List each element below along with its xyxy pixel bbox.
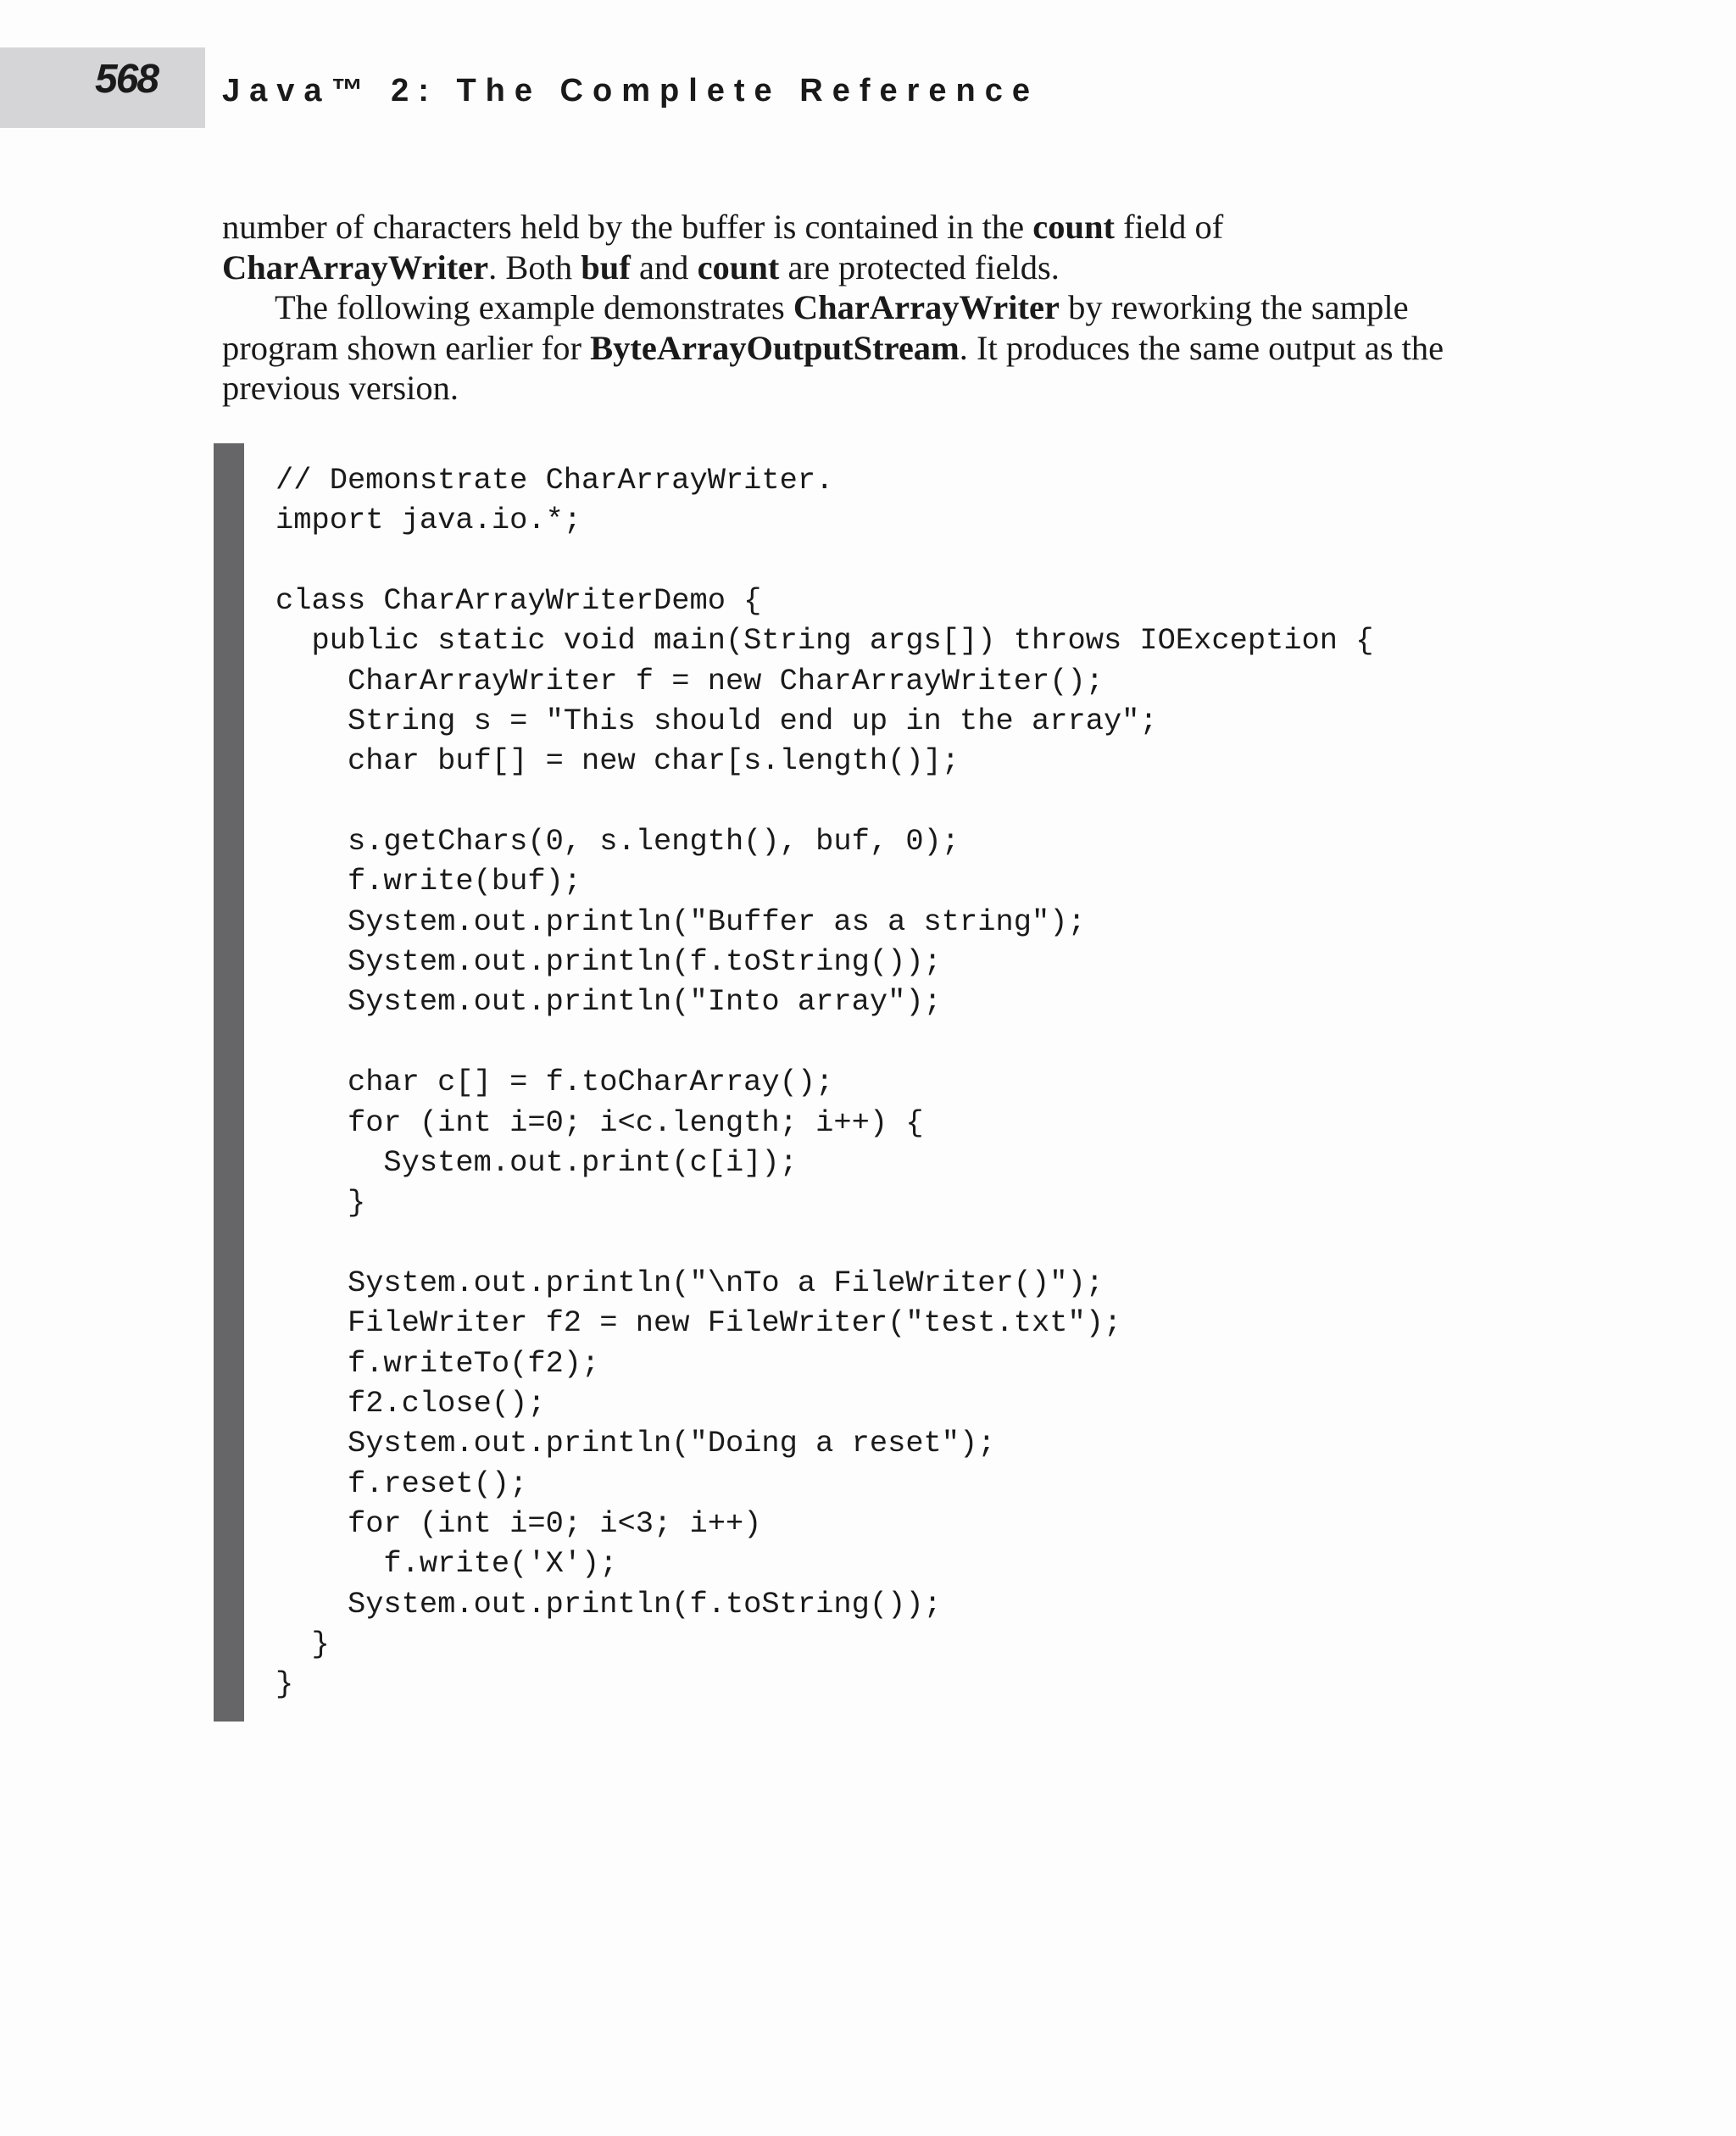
code-line: System.out.println(f.toString()); [275, 945, 942, 980]
code-term: count [1032, 208, 1116, 246]
paragraph-2 [222, 287, 1494, 409]
code-term: ByteArrayOutputStream [590, 328, 960, 367]
code-line: public static void main(String args[]) throws IOException { [275, 624, 1374, 659]
paragraph-1 [222, 207, 1494, 287]
body-text [222, 207, 1494, 409]
code-line: } [275, 1667, 294, 1702]
code-line: f.write('X'); [275, 1547, 618, 1582]
running-head-title: Java™ 2: The Complete Reference [222, 73, 1040, 108]
code-listing [275, 461, 1374, 1705]
text-run: field of [1115, 208, 1224, 246]
text-run: . Both [488, 248, 581, 286]
code-line: f.write(buf); [275, 865, 582, 899]
code-line: for (int i=0; i<3; i++) [275, 1506, 762, 1541]
code-line: f2.close(); [275, 1386, 546, 1421]
code-line: } [275, 1627, 330, 1661]
text-run: number of characters held by the buffer is contained in the [222, 208, 1033, 246]
code-line: f.reset(); [275, 1466, 528, 1501]
code-line: import java.io.*; [275, 503, 582, 538]
code-term: buf [581, 248, 631, 286]
code-line: class CharArrayWriterDemo { [275, 584, 762, 619]
text-run: are protected fields. [779, 248, 1060, 286]
code-line: s.getChars(0, s.length(), buf, 0); [275, 825, 960, 859]
text-run: by reworking the sample program shown earlier for [222, 288, 1409, 367]
code-line: System.out.println("Doing a reset"); [275, 1427, 996, 1461]
code-line: System.out.println("Into array"); [275, 985, 942, 1020]
page-number: 568 [95, 57, 159, 102]
code-line: } [275, 1186, 366, 1221]
code-line: System.out.print(c[i]); [275, 1145, 798, 1180]
code-line: // Demonstrate CharArrayWriter. [275, 464, 834, 498]
code-line: char c[] = f.toCharArray(); [275, 1065, 834, 1100]
code-line [275, 1224, 1374, 1264]
text-run: and [630, 248, 698, 286]
text-run: . It produces the same output as the previous version. [222, 328, 1444, 407]
code-line [275, 782, 1374, 822]
code-line: System.out.println("Buffer as a string"); [275, 904, 1086, 939]
code-line: f.writeTo(f2); [275, 1346, 600, 1381]
code-term: CharArrayWriter [222, 248, 489, 286]
code-line: System.out.println(f.toString()); [275, 1587, 942, 1621]
code-line: FileWriter f2 = new FileWriter("test.txt"); [275, 1306, 1122, 1341]
text-run: The following example demonstrates [275, 288, 793, 326]
code-line: for (int i=0; i<c.length; i++) { [275, 1105, 924, 1140]
code-line: char buf[] = new char[s.length()]; [275, 744, 960, 779]
code-term: CharArrayWriter [793, 288, 1060, 326]
code-line: CharArrayWriter f = new CharArrayWriter(); [275, 664, 1104, 698]
code-listing-bar [214, 443, 244, 1722]
code-line [275, 1023, 1374, 1063]
code-line: System.out.println("\nTo a FileWriter()"); [275, 1265, 1104, 1300]
code-line: String s = "This should end up in the array"; [275, 704, 1158, 739]
code-line [275, 542, 1374, 581]
code-term: count [697, 248, 780, 286]
